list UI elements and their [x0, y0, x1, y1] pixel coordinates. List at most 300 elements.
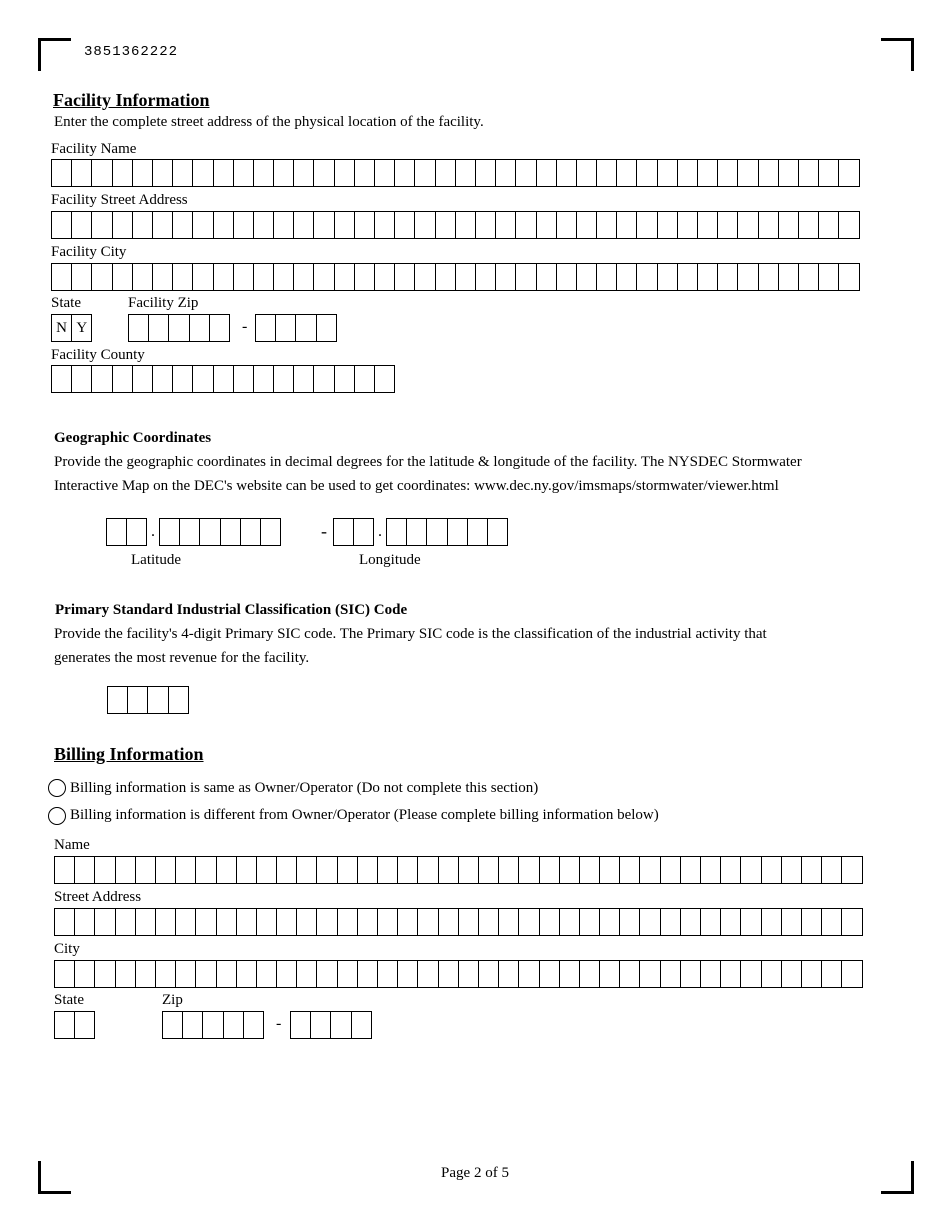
- char-cell[interactable]: [192, 365, 213, 393]
- char-cell[interactable]: [438, 856, 459, 884]
- char-cell[interactable]: [619, 960, 640, 988]
- char-cell[interactable]: [475, 159, 496, 187]
- char-cell[interactable]: [155, 908, 176, 936]
- char-cell[interactable]: [213, 211, 234, 239]
- char-cell[interactable]: [316, 960, 337, 988]
- char-cell[interactable]: [761, 960, 782, 988]
- char-cell[interactable]: [316, 908, 337, 936]
- char-cell[interactable]: [559, 908, 580, 936]
- char-cell[interactable]: [316, 314, 337, 342]
- char-cell[interactable]: [216, 960, 237, 988]
- char-cell[interactable]: [838, 159, 859, 187]
- char-cell[interactable]: [255, 314, 276, 342]
- char-cell[interactable]: [717, 211, 738, 239]
- char-cell[interactable]: [478, 856, 499, 884]
- billing-state-field[interactable]: [54, 1011, 95, 1039]
- char-cell[interactable]: [720, 908, 741, 936]
- char-cell[interactable]: [334, 159, 355, 187]
- char-cell[interactable]: [354, 365, 375, 393]
- char-cell[interactable]: [841, 908, 862, 936]
- char-cell[interactable]: [253, 159, 274, 187]
- char-cell[interactable]: [761, 908, 782, 936]
- char-cell[interactable]: [761, 856, 782, 884]
- char-cell[interactable]: [596, 159, 617, 187]
- char-cell[interactable]: [515, 263, 536, 291]
- char-cell[interactable]: [71, 159, 92, 187]
- char-cell[interactable]: [313, 211, 334, 239]
- char-cell[interactable]: [677, 263, 698, 291]
- char-cell[interactable]: [276, 856, 297, 884]
- char-cell[interactable]: [273, 211, 294, 239]
- char-cell[interactable]: [579, 908, 600, 936]
- char-cell[interactable]: [135, 960, 156, 988]
- char-cell[interactable]: [758, 263, 779, 291]
- char-cell[interactable]: [467, 518, 488, 546]
- char-cell[interactable]: [447, 518, 468, 546]
- char-cell[interactable]: [152, 263, 173, 291]
- char-cell[interactable]: [518, 960, 539, 988]
- char-cell[interactable]: [313, 159, 334, 187]
- char-cell[interactable]: [273, 365, 294, 393]
- char-cell[interactable]: [276, 908, 297, 936]
- char-cell[interactable]: [475, 211, 496, 239]
- char-cell[interactable]: [293, 211, 314, 239]
- char-cell[interactable]: [697, 159, 718, 187]
- char-cell[interactable]: [657, 263, 678, 291]
- char-cell[interactable]: [115, 960, 136, 988]
- char-cell[interactable]: [478, 908, 499, 936]
- char-cell[interactable]: [182, 1011, 203, 1039]
- char-cell[interactable]: [91, 365, 112, 393]
- longitude-decimal-field[interactable]: [386, 518, 508, 546]
- char-cell[interactable]: [354, 263, 375, 291]
- char-cell[interactable]: [240, 518, 261, 546]
- char-cell[interactable]: [94, 856, 115, 884]
- char-cell[interactable]: [515, 211, 536, 239]
- char-cell[interactable]: [127, 686, 148, 714]
- facility-county-field[interactable]: [51, 365, 395, 393]
- char-cell[interactable]: [195, 960, 216, 988]
- char-cell[interactable]: [213, 263, 234, 291]
- char-cell[interactable]: [599, 960, 620, 988]
- char-cell[interactable]: [135, 908, 156, 936]
- char-cell[interactable]: [435, 211, 456, 239]
- char-cell[interactable]: [296, 960, 317, 988]
- facility-state-field[interactable]: [51, 314, 92, 342]
- char-cell[interactable]: [54, 908, 75, 936]
- char-cell[interactable]: [313, 365, 334, 393]
- char-cell[interactable]: [260, 518, 281, 546]
- char-cell[interactable]: [657, 159, 678, 187]
- char-cell[interactable]: [518, 908, 539, 936]
- char-cell[interactable]: [498, 960, 519, 988]
- char-cell[interactable]: [74, 1011, 95, 1039]
- char-cell[interactable]: [737, 211, 758, 239]
- char-cell[interactable]: [374, 365, 395, 393]
- char-cell[interactable]: [406, 518, 427, 546]
- char-cell[interactable]: [334, 365, 355, 393]
- char-cell[interactable]: [636, 159, 657, 187]
- char-cell[interactable]: [596, 263, 617, 291]
- char-cell[interactable]: [132, 365, 153, 393]
- char-cell[interactable]: [700, 856, 721, 884]
- char-cell[interactable]: [152, 365, 173, 393]
- char-cell[interactable]: [374, 263, 395, 291]
- char-cell[interactable]: [223, 1011, 244, 1039]
- char-cell[interactable]: [680, 960, 701, 988]
- char-cell[interactable]: [536, 263, 557, 291]
- char-cell[interactable]: [801, 960, 822, 988]
- char-cell[interactable]: [498, 856, 519, 884]
- char-cell[interactable]: [54, 960, 75, 988]
- char-cell[interactable]: [216, 856, 237, 884]
- char-cell[interactable]: [243, 1011, 264, 1039]
- char-cell[interactable]: [556, 211, 577, 239]
- char-cell[interactable]: [353, 518, 374, 546]
- char-cell[interactable]: [155, 960, 176, 988]
- char-cell[interactable]: [256, 856, 277, 884]
- char-cell[interactable]: [660, 856, 681, 884]
- char-cell[interactable]: [394, 159, 415, 187]
- char-cell[interactable]: [192, 211, 213, 239]
- char-cell[interactable]: [556, 159, 577, 187]
- char-cell[interactable]: [720, 960, 741, 988]
- char-cell[interactable]: [192, 159, 213, 187]
- char-cell[interactable]: [414, 263, 435, 291]
- char-cell[interactable]: [132, 263, 153, 291]
- char-cell[interactable]: [209, 314, 230, 342]
- char-cell[interactable]: [539, 908, 560, 936]
- char-cell[interactable]: [680, 908, 701, 936]
- char-cell[interactable]: [172, 211, 193, 239]
- char-cell[interactable]: [455, 211, 476, 239]
- char-cell[interactable]: [253, 263, 274, 291]
- char-cell[interactable]: [275, 314, 296, 342]
- char-cell[interactable]: [458, 856, 479, 884]
- char-cell[interactable]: [559, 960, 580, 988]
- char-cell[interactable]: [821, 856, 842, 884]
- char-cell[interactable]: [296, 856, 317, 884]
- char-cell[interactable]: [619, 908, 640, 936]
- char-cell[interactable]: [175, 856, 196, 884]
- facility-zip4-field[interactable]: [255, 314, 337, 342]
- char-cell[interactable]: [677, 211, 698, 239]
- char-cell[interactable]: [417, 856, 438, 884]
- char-cell[interactable]: [216, 908, 237, 936]
- char-cell[interactable]: [152, 159, 173, 187]
- char-cell[interactable]: [106, 518, 127, 546]
- char-cell[interactable]: [330, 1011, 351, 1039]
- char-cell[interactable]: [334, 211, 355, 239]
- char-cell[interactable]: [778, 263, 799, 291]
- char-cell[interactable]: [778, 211, 799, 239]
- char-cell[interactable]: [253, 211, 274, 239]
- char-cell[interactable]: [495, 263, 516, 291]
- char-cell[interactable]: [148, 314, 169, 342]
- char-cell[interactable]: [495, 159, 516, 187]
- char-cell[interactable]: [192, 263, 213, 291]
- char-cell[interactable]: [135, 856, 156, 884]
- char-cell[interactable]: [172, 263, 193, 291]
- char-cell[interactable]: [515, 159, 536, 187]
- char-cell[interactable]: [253, 365, 274, 393]
- char-cell[interactable]: [233, 211, 254, 239]
- char-cell[interactable]: [781, 856, 802, 884]
- char-cell[interactable]: [179, 518, 200, 546]
- char-cell[interactable]: [256, 908, 277, 936]
- char-cell[interactable]: [236, 960, 257, 988]
- char-cell[interactable]: [798, 159, 819, 187]
- char-cell[interactable]: [438, 960, 459, 988]
- char-cell[interactable]: [175, 908, 196, 936]
- billing-street-field[interactable]: [54, 908, 863, 936]
- char-cell[interactable]: [498, 908, 519, 936]
- char-cell[interactable]: [414, 211, 435, 239]
- char-cell[interactable]: [657, 211, 678, 239]
- char-cell[interactable]: [414, 159, 435, 187]
- char-cell[interactable]: [616, 263, 637, 291]
- char-cell[interactable]: [417, 960, 438, 988]
- char-cell[interactable]: [758, 159, 779, 187]
- char-cell[interactable]: [132, 211, 153, 239]
- char-cell[interactable]: [639, 856, 660, 884]
- char-cell[interactable]: [172, 159, 193, 187]
- char-cell[interactable]: [112, 365, 133, 393]
- char-cell[interactable]: [536, 211, 557, 239]
- char-cell[interactable]: [220, 518, 241, 546]
- latitude-decimal-field[interactable]: [159, 518, 281, 546]
- char-cell[interactable]: [94, 908, 115, 936]
- char-cell[interactable]: [579, 960, 600, 988]
- char-cell[interactable]: [51, 365, 72, 393]
- char-cell[interactable]: [128, 314, 149, 342]
- char-cell[interactable]: [660, 908, 681, 936]
- char-cell[interactable]: [697, 211, 718, 239]
- char-cell[interactable]: [495, 211, 516, 239]
- char-cell[interactable]: [159, 518, 180, 546]
- char-cell[interactable]: [351, 1011, 372, 1039]
- char-cell[interactable]: [233, 263, 254, 291]
- char-cell[interactable]: [213, 365, 234, 393]
- char-cell[interactable]: [556, 263, 577, 291]
- char-cell[interactable]: [639, 908, 660, 936]
- char-cell[interactable]: [397, 960, 418, 988]
- char-cell[interactable]: [478, 960, 499, 988]
- char-cell[interactable]: [801, 856, 822, 884]
- char-cell[interactable]: [576, 263, 597, 291]
- char-cell[interactable]: [152, 211, 173, 239]
- char-cell[interactable]: [115, 908, 136, 936]
- char-cell[interactable]: [619, 856, 640, 884]
- char-cell[interactable]: [374, 211, 395, 239]
- char-cell[interactable]: [290, 1011, 311, 1039]
- billing-same-radio[interactable]: [48, 779, 66, 797]
- billing-name-field[interactable]: [54, 856, 863, 884]
- char-cell[interactable]: [313, 263, 334, 291]
- char-cell[interactable]: [126, 518, 147, 546]
- billing-zip-field[interactable]: [162, 1011, 264, 1039]
- char-cell[interactable]: [397, 908, 418, 936]
- char-cell[interactable]: [394, 263, 415, 291]
- char-cell[interactable]: [162, 1011, 183, 1039]
- char-cell[interactable]: [71, 365, 92, 393]
- char-cell[interactable]: [213, 159, 234, 187]
- latitude-degrees-field[interactable]: [106, 518, 147, 546]
- char-cell[interactable]: [354, 211, 375, 239]
- char-cell[interactable]: [660, 960, 681, 988]
- char-cell[interactable]: [354, 159, 375, 187]
- char-cell[interactable]: [202, 1011, 223, 1039]
- char-cell[interactable]: [841, 856, 862, 884]
- char-cell[interactable]: [798, 211, 819, 239]
- char-cell[interactable]: [71, 263, 92, 291]
- char-cell[interactable]: [107, 686, 128, 714]
- char-cell[interactable]: [155, 856, 176, 884]
- char-cell[interactable]: [397, 856, 418, 884]
- char-cell[interactable]: [717, 263, 738, 291]
- char-cell[interactable]: [172, 365, 193, 393]
- char-cell[interactable]: [51, 159, 72, 187]
- facility-zip-field[interactable]: [128, 314, 230, 342]
- char-cell[interactable]: [175, 960, 196, 988]
- char-cell[interactable]: [74, 908, 95, 936]
- char-cell[interactable]: [539, 960, 560, 988]
- char-cell[interactable]: [337, 856, 358, 884]
- char-cell[interactable]: [758, 211, 779, 239]
- billing-zip4-field[interactable]: [290, 1011, 372, 1039]
- char-cell[interactable]: [195, 856, 216, 884]
- char-cell[interactable]: [438, 908, 459, 936]
- char-cell[interactable]: [276, 960, 297, 988]
- char-cell[interactable]: [599, 908, 620, 936]
- char-cell[interactable]: [677, 159, 698, 187]
- char-cell[interactable]: [596, 211, 617, 239]
- char-cell[interactable]: [71, 211, 92, 239]
- char-cell[interactable]: [147, 686, 168, 714]
- char-cell[interactable]: [616, 211, 637, 239]
- char-cell[interactable]: [310, 1011, 331, 1039]
- char-cell[interactable]: [273, 159, 294, 187]
- char-cell[interactable]: [737, 263, 758, 291]
- char-cell[interactable]: [435, 263, 456, 291]
- char-cell[interactable]: [821, 908, 842, 936]
- char-cell[interactable]: [487, 518, 508, 546]
- char-cell[interactable]: [475, 263, 496, 291]
- char-cell[interactable]: [697, 263, 718, 291]
- char-cell[interactable]: [636, 263, 657, 291]
- char-cell[interactable]: [639, 960, 660, 988]
- char-cell[interactable]: [357, 908, 378, 936]
- char-cell[interactable]: [838, 211, 859, 239]
- char-cell[interactable]: [740, 908, 761, 936]
- char-cell[interactable]: [720, 856, 741, 884]
- char-cell[interactable]: [821, 960, 842, 988]
- char-cell[interactable]: [54, 1011, 75, 1039]
- char-cell[interactable]: [579, 856, 600, 884]
- char-cell[interactable]: [435, 159, 456, 187]
- char-cell[interactable]: [316, 856, 337, 884]
- char-cell[interactable]: [233, 365, 254, 393]
- char-cell[interactable]: [236, 908, 257, 936]
- char-cell[interactable]: [112, 263, 133, 291]
- sic-code-field[interactable]: [107, 686, 189, 714]
- char-cell[interactable]: [386, 518, 407, 546]
- char-cell[interactable]: [536, 159, 557, 187]
- char-cell[interactable]: [94, 960, 115, 988]
- char-cell[interactable]: [426, 518, 447, 546]
- char-cell[interactable]: [458, 960, 479, 988]
- char-cell[interactable]: [599, 856, 620, 884]
- char-cell[interactable]: [455, 159, 476, 187]
- char-cell[interactable]: [700, 908, 721, 936]
- char-cell[interactable]: [334, 263, 355, 291]
- char-cell[interactable]: [841, 960, 862, 988]
- char-cell[interactable]: [559, 856, 580, 884]
- char-cell[interactable]: [576, 211, 597, 239]
- char-cell[interactable]: [333, 518, 354, 546]
- facility-city-field[interactable]: [51, 263, 860, 291]
- char-cell[interactable]: [293, 159, 314, 187]
- char-cell[interactable]: [112, 211, 133, 239]
- char-cell[interactable]: [51, 263, 72, 291]
- char-cell[interactable]: [717, 159, 738, 187]
- char-cell[interactable]: [168, 686, 189, 714]
- char-cell[interactable]: [778, 159, 799, 187]
- char-cell[interactable]: [295, 314, 316, 342]
- char-cell[interactable]: [737, 159, 758, 187]
- char-cell[interactable]: [377, 908, 398, 936]
- char-cell[interactable]: [455, 263, 476, 291]
- char-cell[interactable]: [91, 211, 112, 239]
- char-cell[interactable]: [233, 159, 254, 187]
- char-cell[interactable]: [680, 856, 701, 884]
- char-cell[interactable]: [293, 365, 314, 393]
- char-cell[interactable]: [337, 908, 358, 936]
- billing-city-field[interactable]: [54, 960, 863, 988]
- char-cell[interactable]: [91, 263, 112, 291]
- facility-street-field[interactable]: [51, 211, 860, 239]
- char-cell[interactable]: [616, 159, 637, 187]
- char-cell[interactable]: [818, 159, 839, 187]
- char-cell[interactable]: [296, 908, 317, 936]
- char-cell[interactable]: [838, 263, 859, 291]
- char-cell[interactable]: [91, 159, 112, 187]
- facility-name-field[interactable]: [51, 159, 860, 187]
- char-cell[interactable]: [337, 960, 358, 988]
- char-cell[interactable]: [54, 856, 75, 884]
- char-cell[interactable]: [458, 908, 479, 936]
- char-cell[interactable]: [818, 263, 839, 291]
- char-cell[interactable]: [539, 856, 560, 884]
- char-cell[interactable]: [132, 159, 153, 187]
- char-cell[interactable]: [377, 856, 398, 884]
- char-cell[interactable]: [115, 856, 136, 884]
- char-cell[interactable]: [51, 211, 72, 239]
- char-cell[interactable]: [236, 856, 257, 884]
- char-cell[interactable]: [576, 159, 597, 187]
- char-cell[interactable]: [518, 856, 539, 884]
- char-cell[interactable]: [189, 314, 210, 342]
- char-cell[interactable]: [357, 960, 378, 988]
- char-cell[interactable]: [377, 960, 398, 988]
- char-cell[interactable]: [700, 960, 721, 988]
- char-cell[interactable]: [74, 960, 95, 988]
- char-cell[interactable]: [740, 960, 761, 988]
- char-cell[interactable]: [74, 856, 95, 884]
- char-cell[interactable]: [357, 856, 378, 884]
- char-cell[interactable]: [417, 908, 438, 936]
- char-cell[interactable]: [798, 263, 819, 291]
